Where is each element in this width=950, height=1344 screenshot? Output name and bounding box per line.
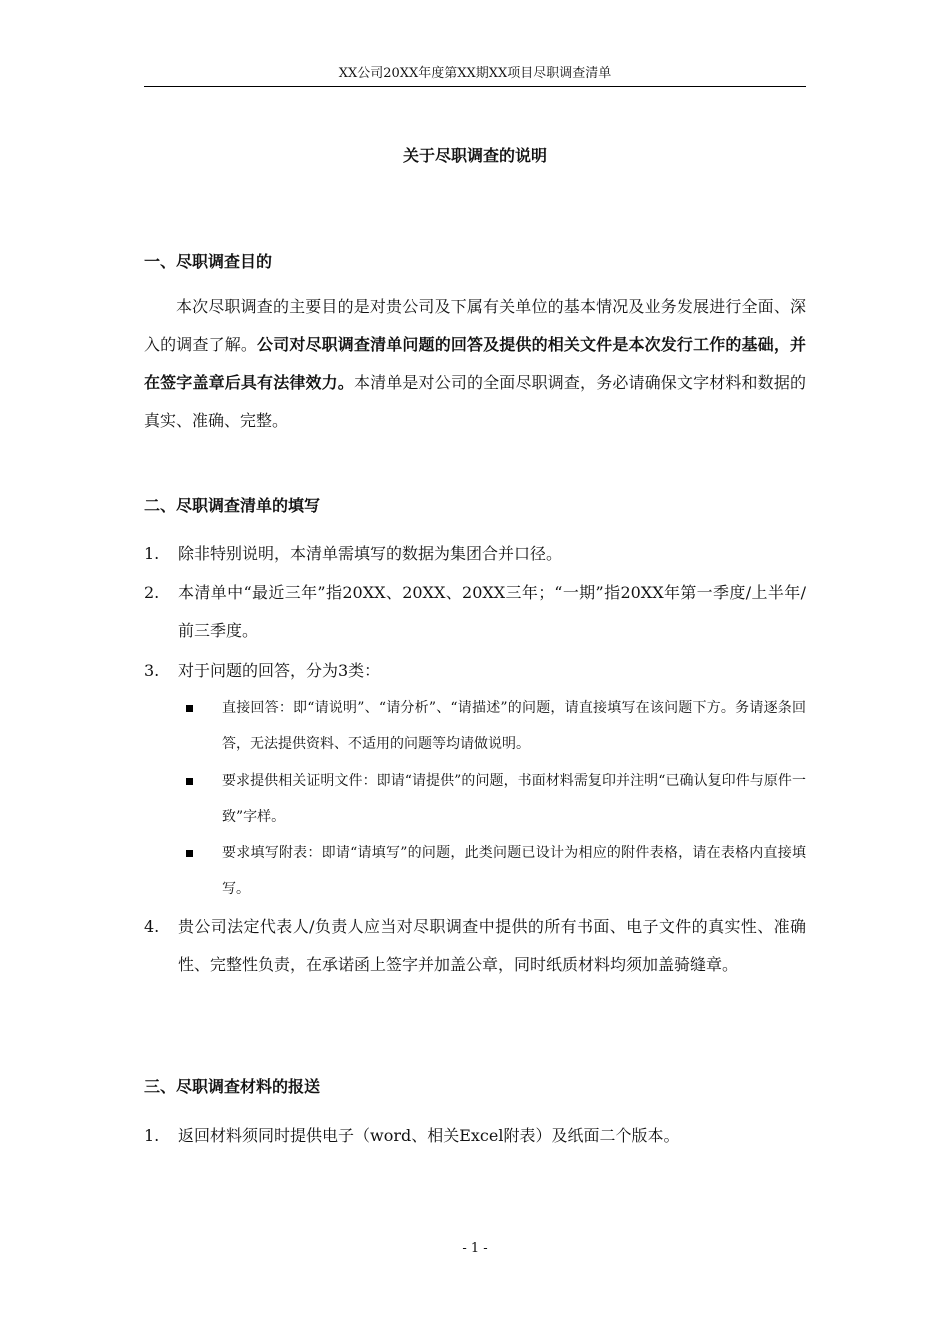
bullet-square-icon	[186, 778, 193, 785]
section-heading-submission: 三、尽职调查材料的报送	[144, 1077, 321, 1096]
header-rule	[144, 86, 806, 87]
page-number: - 1 -	[462, 1241, 488, 1256]
page-header: XX公司20XX年度第XX期XX项目尽职调查清单	[338, 66, 612, 81]
purpose-text-b: 本清单是对公司的全面尽职调查，务必请确保文字材料和数据的真实、准确、完整。	[144, 373, 806, 430]
list-item-text: 本清单中“最近三年”指20XX、20XX、20XX三年；“一期”指20XX年第一季度/上半年/前三季度。	[178, 583, 806, 640]
list-item-number: 3.	[144, 661, 160, 680]
list-item-number: 4.	[144, 917, 160, 936]
bullet-square-icon	[186, 705, 193, 712]
list-item-text: 贵公司法定代表人/负责人应当对尽职调查中提供的所有书面、电子文件的真实性、准确性、完整性负责，在承诺函上签字并加盖公章，同时纸质材料均须加盖骑缝章。	[178, 917, 806, 974]
bullet-text: 要求提供相关证明文件：即请“请提供”的问题，书面材料需复印并注明“已确认复印件与原件一致”字样。	[222, 773, 806, 825]
list-item-number: 2.	[144, 583, 160, 602]
purpose-paragraph	[144, 288, 806, 440]
list-item-number: 1.	[144, 1126, 160, 1145]
list-item-number: 1.	[144, 544, 160, 563]
list-item-text: 除非特别说明，本清单需填写的数据为集团合并口径。	[178, 544, 563, 563]
document-title: 关于尽职调查的说明	[402, 146, 547, 165]
bullet-square-icon	[186, 850, 193, 857]
section-heading-purpose: 一、尽职调查目的	[144, 252, 273, 271]
purpose-text-a: 本次尽职调查的主要目的是对贵公司及下属有关单位的基本情况及业务发展进行全面、深入的调查了解。	[144, 297, 806, 354]
list-item-text: 返回材料须同时提供电子（word、相关Excel附表）及纸面二个版本。	[178, 1126, 680, 1145]
list-item-text: 对于问题的回答，分为3类：	[178, 661, 381, 680]
section-heading-filling: 二、尽职调查清单的填写	[144, 496, 321, 515]
bullet-text: 直接回答：即“请说明”、“请分析”、“请描述”的问题，请直接填写在该问题下方。务请逐条回答，无法提供资料、不适用的问题等均请做说明。	[222, 700, 806, 752]
bullet-text: 要求填写附表：即请“请填写”的问题，此类问题已设计为相应的附件表格，请在表格内直接填写。	[222, 845, 806, 897]
purpose-text-bold: 公司对尽职调查清单问题的回答及提供的相关文件是本次发行工作的基础，并在签字盖章后具有法律效力。	[144, 335, 806, 392]
